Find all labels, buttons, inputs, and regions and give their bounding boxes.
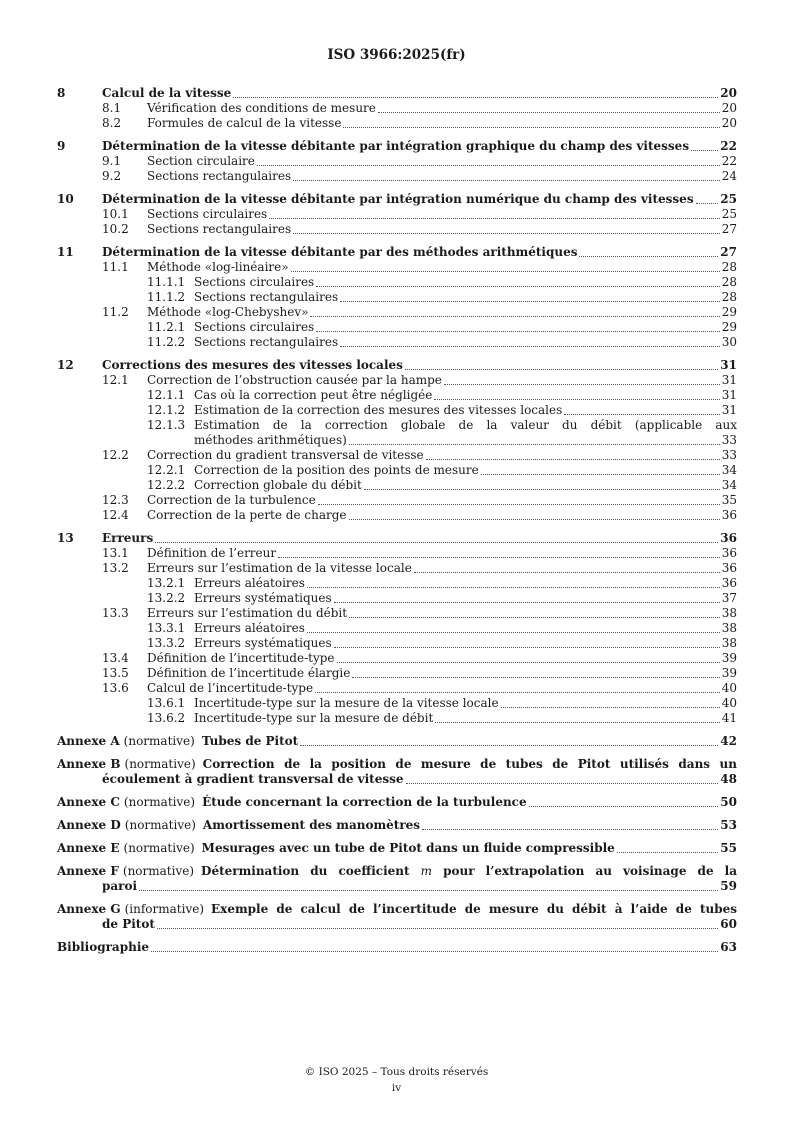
toc-entry-number: 8 [57, 86, 66, 100]
toc-entry-title: Définition de l’erreur [147, 546, 277, 560]
annex-entry[interactable] [57, 795, 737, 810]
annex-title-part: pour l’extrapolation au voisinage de la [432, 864, 737, 878]
dot-leader [406, 783, 719, 784]
toc-entry-page: 38 [721, 636, 737, 650]
toc-entry-page: 28 [721, 290, 737, 304]
annex-page: 53 [720, 818, 737, 832]
toc-entry-line [147, 418, 737, 433]
annex-type: (normative) [123, 795, 196, 809]
toc-entry-title: Section circulaire [147, 154, 255, 168]
toc-entry[interactable] [57, 531, 737, 546]
toc-entry-page: 38 [721, 606, 737, 620]
toc-entry-number: 10 [57, 192, 74, 206]
toc-entry-page: 31 [720, 358, 737, 372]
dot-leader [564, 414, 719, 415]
annex-line [57, 757, 737, 772]
toc-entry-number: 13.2.1 [147, 576, 186, 590]
dot-leader [157, 928, 718, 929]
annex-line [57, 818, 737, 833]
dot-leader [310, 316, 719, 317]
toc-entry-title: Détermination de la vitesse débitante par intégration graphique du champ des vitesses [102, 139, 690, 153]
toc-entry-number: 10.1 [102, 207, 129, 221]
annex-title: Correction de la position de mesure de tubes de Pitot utilisés dans un [202, 757, 737, 771]
toc-entry-page: 30 [721, 335, 737, 349]
annex-title: Exemple de calcul de l’incertitude de mesure du débit à l’aide de tubes [211, 902, 737, 916]
toc-entry-page: 28 [721, 260, 737, 274]
dot-leader [481, 474, 720, 475]
dot-leader [422, 829, 718, 830]
toc-entry[interactable] [57, 606, 737, 621]
dot-leader [414, 572, 720, 573]
toc-entry-page: 35 [721, 493, 737, 507]
annex-type: (normative) [123, 841, 195, 855]
toc-entry-title: Sections circulaires [194, 320, 315, 334]
toc-entry-number: 12.2 [102, 448, 129, 462]
table-of-contents [57, 86, 737, 955]
toc-entry-number: 13.6.2 [147, 711, 186, 725]
annex-line [57, 734, 737, 749]
toc-entry[interactable] [57, 546, 737, 561]
toc-entry-title: Sections rectangulaires [194, 290, 339, 304]
toc-entry-title: Calcul de l’incertitude-type [147, 681, 314, 695]
dot-leader [434, 399, 719, 400]
dot-leader [617, 852, 718, 853]
dot-leader [579, 256, 718, 257]
toc-entry-page: 31 [721, 403, 737, 417]
dot-leader [364, 489, 720, 490]
toc-entry-title-continued: méthodes arithmétiques) [194, 433, 347, 447]
toc-entry-title: Erreurs aléatoires [194, 576, 305, 590]
toc-entry-number: 13.3.1 [147, 621, 186, 635]
annex-type: (normative) [124, 818, 196, 832]
toc-entry-number: 10.2 [102, 222, 129, 236]
toc-entry-number: 12.1.1 [147, 388, 186, 402]
dot-leader [315, 692, 720, 693]
toc-entry[interactable] [57, 508, 737, 523]
toc-entry-number: 13.6.1 [147, 696, 186, 710]
toc-entry-page: 39 [721, 666, 737, 680]
toc-entry[interactable] [57, 636, 737, 651]
annex-line [57, 772, 737, 787]
toc-entry[interactable] [57, 463, 737, 478]
annex-page: 42 [720, 734, 737, 748]
toc-entry-page: 38 [721, 621, 737, 635]
dot-leader [316, 331, 720, 332]
annex-title: Mesurages avec un tube de Pitot dans un fluide compressible [201, 841, 615, 855]
toc-entry[interactable] [57, 388, 737, 403]
toc-entry[interactable] [57, 169, 737, 184]
toc-entry-title: Sections circulaires [147, 207, 268, 221]
toc-entry-page: 22 [721, 154, 737, 168]
dot-leader [340, 346, 720, 347]
toc-entry-title: Méthode «log-linéaire» [147, 260, 289, 274]
annex-page: 55 [720, 841, 737, 855]
toc-entry[interactable] [57, 493, 737, 508]
math-variable: m [420, 864, 433, 878]
toc-entry-number: 13.6 [102, 681, 129, 695]
toc-entry-page: 36 [721, 546, 737, 560]
toc-entry-page: 33 [721, 433, 737, 447]
dot-leader [155, 542, 718, 543]
toc-entry-title: Cas où la correction peut être négligée [194, 388, 433, 402]
toc-entry-page: 37 [721, 591, 737, 605]
dot-leader [293, 180, 720, 181]
toc-entry[interactable] [57, 403, 737, 418]
toc-entry-page: 36 [720, 531, 737, 545]
toc-entry-title: Détermination de la vitesse débitante par des méthodes arithmétiques [102, 245, 578, 259]
annex-entry[interactable] [57, 757, 737, 787]
dot-leader [691, 150, 718, 151]
dot-leader [334, 602, 720, 603]
annex-page: 59 [720, 879, 737, 893]
toc-entry-number: 13.4 [102, 651, 129, 665]
annex-line [57, 841, 737, 856]
toc-entry-number: 8.2 [102, 116, 122, 130]
toc-entry-number: 9 [57, 139, 66, 153]
toc-entry[interactable] [57, 116, 737, 131]
toc-entry-page: 41 [721, 711, 737, 725]
toc-entry-title: Sections rectangulaires [147, 169, 292, 183]
toc-entry-title: Incertitude-type sur la mesure de débit [194, 711, 434, 725]
toc-entry-number: 12.3 [102, 493, 129, 507]
toc-entry[interactable] [57, 275, 737, 290]
annex-label: Annexe G [57, 902, 121, 916]
toc-entry[interactable] [57, 621, 737, 636]
dot-leader [352, 677, 719, 678]
annex-line [57, 795, 737, 810]
toc-entry[interactable] [57, 478, 737, 493]
toc-entry-number: 13 [57, 531, 74, 545]
annex-label: Annexe B [57, 757, 121, 771]
dot-leader [318, 504, 720, 505]
toc-entry-number: 12.1 [102, 373, 129, 387]
toc-entry-title: Correction de la position des points de mesure [194, 463, 479, 477]
toc-entry-page: 20 [721, 116, 737, 130]
toc-entry[interactable] [57, 305, 737, 320]
dot-leader [426, 459, 720, 460]
toc-entry-number: 13.3.2 [147, 636, 186, 650]
dot-leader [278, 557, 720, 558]
toc-entry-number: 9.1 [102, 154, 122, 168]
dot-leader [343, 127, 719, 128]
annex-line [57, 940, 737, 955]
toc-entry-page: 36 [721, 508, 737, 522]
toc-entry-page: 28 [721, 275, 737, 289]
dot-leader [349, 444, 720, 445]
toc-entry[interactable] [57, 335, 737, 350]
annex-title-continued: écoulement à gradient transversal de vitesse [102, 772, 404, 786]
annex-label: Annexe F [57, 864, 119, 878]
toc-entry-line [147, 433, 737, 448]
toc-entry[interactable] [57, 192, 737, 207]
dot-leader [378, 112, 720, 113]
toc-entry-page: 40 [721, 696, 737, 710]
toc-entry-number: 12.1.3 [147, 418, 186, 432]
annex-title: Étude concernant la correction de la turbulence [202, 795, 527, 809]
copyright-notice: © ISO 2025 – Tous droits réservés [304, 1066, 489, 1078]
dot-leader [291, 271, 720, 272]
toc-entry-number: 11.1.2 [147, 290, 186, 304]
toc-entry-title: Correction du gradient transversal de vitesse [147, 448, 424, 462]
annex-title-continued: de Pitot [102, 917, 155, 931]
annex-title-continued: paroi [102, 879, 138, 893]
annex-page: 60 [720, 917, 737, 931]
dot-leader [340, 301, 720, 302]
toc-entry[interactable] [57, 696, 737, 711]
toc-entry[interactable] [57, 222, 737, 237]
toc-entry-page: 27 [721, 222, 737, 236]
dot-leader [405, 369, 718, 370]
annex-entry[interactable] [57, 841, 737, 856]
dot-leader [337, 662, 720, 663]
annex-entry[interactable] [57, 902, 737, 932]
toc-entry-number: 12.1.2 [147, 403, 186, 417]
annex-title: Tubes de Pitot [201, 734, 299, 748]
dot-leader [334, 647, 720, 648]
dot-leader [257, 165, 720, 166]
toc-entry-page: 33 [721, 448, 737, 462]
toc-entry-title: Correction de la turbulence [147, 493, 316, 507]
toc-entry-number: 12 [57, 358, 74, 372]
toc-entry-title: Erreurs aléatoires [194, 621, 305, 635]
toc-entry-number: 11.1 [102, 260, 129, 274]
toc-entry-title: Sections rectangulaires [194, 335, 339, 349]
dot-leader [293, 233, 720, 234]
dot-leader [501, 707, 720, 708]
toc-entry-page: 40 [721, 681, 737, 695]
toc-entry-page: 36 [721, 561, 737, 575]
toc-entry-page: 39 [721, 651, 737, 665]
toc-entry-number: 11.2.2 [147, 335, 186, 349]
annex-type: (normative) [122, 864, 195, 878]
dot-leader [139, 890, 718, 891]
toc-entry-number: 11.2 [102, 305, 129, 319]
toc-entry-page: 22 [720, 139, 737, 153]
annex-label: Annexe A [57, 734, 120, 748]
toc-entry-title: Estimation de la correction globale de la valeur du débit (applicable aux [194, 418, 737, 432]
toc-entry-number: 11.1.1 [147, 275, 186, 289]
dot-leader [307, 632, 720, 633]
toc-entry-page: 29 [721, 320, 737, 334]
annex-entry[interactable] [57, 734, 737, 749]
toc-entry-title: Erreurs systématiques [194, 636, 332, 650]
toc-entry-number: 11 [57, 245, 74, 259]
toc-entry-number: 13.5 [102, 666, 129, 680]
toc-entry[interactable] [57, 711, 737, 726]
toc-entry[interactable] [57, 139, 737, 154]
dot-leader [307, 587, 720, 588]
annex-label: Annexe C [57, 795, 120, 809]
document-header: ISO 3966:2025(fr) [327, 47, 466, 63]
annex-label: Annexe E [57, 841, 120, 855]
toc-entry-title: Formules de calcul de la vitesse [147, 116, 342, 130]
toc-entry-page: 34 [721, 478, 737, 492]
dot-leader [349, 617, 720, 618]
dot-leader [151, 951, 718, 952]
toc-entry-number: 11.2.1 [147, 320, 186, 334]
toc-entry[interactable] [57, 418, 737, 448]
annex-line [57, 879, 737, 894]
toc-entry-title: Erreurs sur l’estimation de la vitesse locale [147, 561, 412, 575]
toc-entry-title: Sections circulaires [194, 275, 315, 289]
toc-entry[interactable] [57, 591, 737, 606]
toc-entry-page: 29 [721, 305, 737, 319]
toc-entry[interactable] [57, 666, 737, 681]
toc-entry-title: Corrections des mesures des vitesses locales [102, 358, 403, 372]
dot-leader [349, 519, 720, 520]
annex-entry[interactable] [57, 864, 737, 894]
dot-leader [444, 384, 720, 385]
toc-entry-page: 20 [721, 101, 737, 115]
toc-entry-page: 25 [721, 207, 737, 221]
annex-line [57, 902, 737, 917]
toc-entry-title: Erreurs systématiques [194, 591, 332, 605]
toc-entry-number: 13.3 [102, 606, 129, 620]
dot-leader [269, 218, 720, 219]
toc-entry-title: Vérification des conditions de mesure [147, 101, 376, 115]
annex-label: Annexe D [57, 818, 121, 832]
toc-entry[interactable] [57, 358, 737, 373]
toc-entry[interactable] [57, 245, 737, 260]
annex-type: (normative) [123, 734, 195, 748]
toc-entry[interactable] [57, 86, 737, 101]
toc-entry[interactable] [57, 651, 737, 666]
annex-line [57, 864, 737, 879]
toc-entry[interactable] [57, 576, 737, 591]
toc-entry-page: 25 [720, 192, 737, 206]
page-number: iv [391, 1082, 402, 1094]
annex-title-part: Détermination du coefficient [201, 864, 421, 878]
dot-leader [233, 97, 718, 98]
toc-entry-number: 13.2 [102, 561, 129, 575]
annex-line [57, 917, 737, 932]
bibliography-entry[interactable] [57, 940, 737, 955]
toc-entry-page: 24 [721, 169, 737, 183]
dot-leader [529, 806, 719, 807]
toc-entry-title: Estimation de la correction des mesures des vitesses locales [194, 403, 563, 417]
toc-entry-title: Correction globale du débit [194, 478, 362, 492]
toc-entry-title: Détermination de la vitesse débitante par intégration numérique du champ des vitesses [102, 192, 694, 206]
annex-type: (informative) [124, 902, 205, 916]
toc-entry-title: Sections rectangulaires [147, 222, 292, 236]
toc-entry-page: 31 [721, 388, 737, 402]
toc-entry[interactable] [57, 320, 737, 335]
annex-page: 48 [720, 772, 737, 786]
annex-label: Bibliographie [57, 940, 150, 954]
toc-entry-title: Correction de la perte de charge [147, 508, 347, 522]
annex-title: Amortissement des manomètres [202, 818, 421, 832]
annex-page: 63 [720, 940, 737, 954]
toc-entry[interactable] [57, 101, 737, 116]
annex-type: (normative) [124, 757, 196, 771]
page-footer [0, 1064, 793, 1096]
toc-entry-title: Incertitude-type sur la mesure de la vitesse locale [194, 696, 499, 710]
toc-entry-title: Calcul de la vitesse [102, 86, 232, 100]
dot-leader [696, 203, 719, 204]
toc-entry[interactable] [57, 207, 737, 222]
toc-entry[interactable] [57, 448, 737, 463]
toc-entry[interactable] [57, 561, 737, 576]
dot-leader [435, 722, 719, 723]
toc-entry-title: Erreurs sur l’estimation du débit [147, 606, 348, 620]
toc-entry[interactable] [57, 373, 737, 388]
toc-entry-page: 20 [720, 86, 737, 100]
toc-entry-page: 27 [720, 245, 737, 259]
toc-entry-number: 9.2 [102, 169, 122, 183]
toc-entry-page: 34 [721, 463, 737, 477]
annex-page: 50 [720, 795, 737, 809]
toc-entry-title: Erreurs [102, 531, 154, 545]
toc-entry-number: 12.4 [102, 508, 129, 522]
toc-entry-number: 8.1 [102, 101, 122, 115]
annex-title [201, 864, 737, 879]
toc-entry-number: 13.2.2 [147, 591, 186, 605]
toc-entry-number: 12.2.2 [147, 478, 186, 492]
toc-entry[interactable] [57, 290, 737, 305]
dot-leader [300, 745, 718, 746]
toc-entry-number: 12.2.1 [147, 463, 186, 477]
toc-entry-title: Définition de l’incertitude élargie [147, 666, 351, 680]
toc-entry-title: Méthode «log-Chebyshev» [147, 305, 309, 319]
toc-entry[interactable] [57, 260, 737, 275]
toc-entry-page: 36 [721, 576, 737, 590]
toc-entry[interactable] [57, 681, 737, 696]
toc-entry-title: Définition de l’incertitude-type [147, 651, 335, 665]
toc-entry-number: 13.1 [102, 546, 129, 560]
toc-entry-title: Correction de l’obstruction causée par la hampe [147, 373, 442, 387]
toc-entry-page: 31 [721, 373, 737, 387]
toc-entry[interactable] [57, 154, 737, 169]
dot-leader [316, 286, 720, 287]
annex-entry[interactable] [57, 818, 737, 833]
